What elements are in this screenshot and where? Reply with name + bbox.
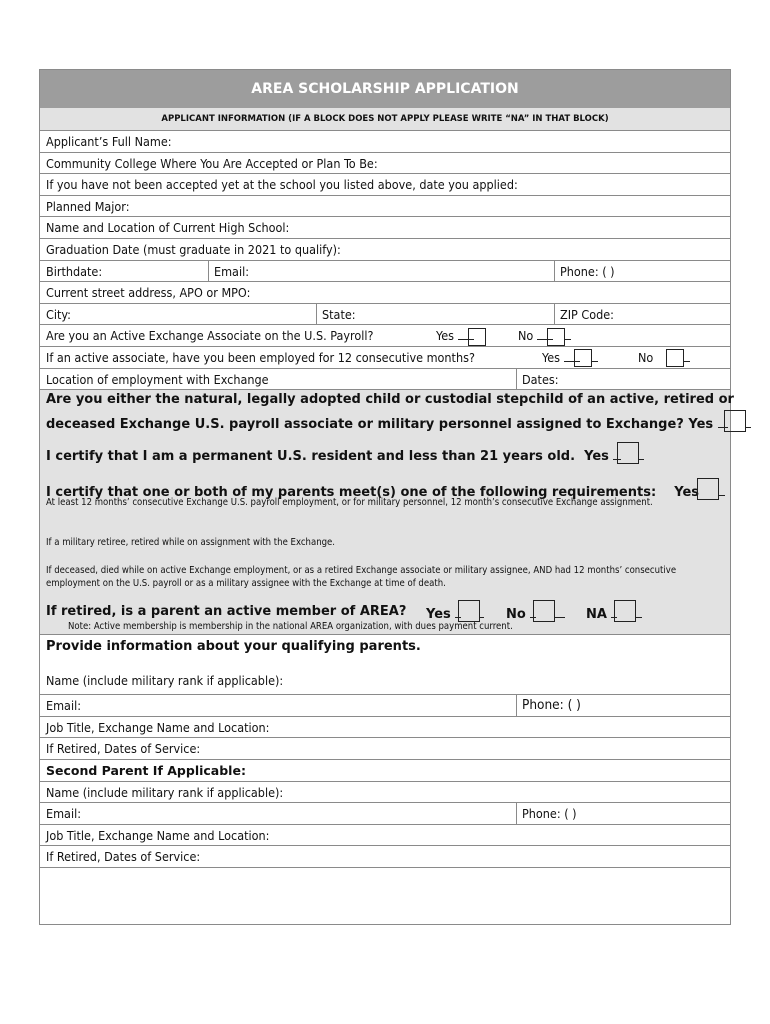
underline: [746, 415, 751, 428]
yes-label: Yes: [426, 607, 451, 623]
address-label: Current street address, APO or MPO:: [46, 285, 251, 301]
resident-question: [46, 442, 644, 464]
yes-label: Yes: [688, 417, 714, 433]
full-name-label: Applicant’s Full Name:: [46, 134, 172, 149]
parent1-job-field[interactable]: [40, 717, 730, 739]
cell-divider: [554, 304, 555, 326]
yes-label: Yes: [436, 328, 454, 344]
parent1-name-label[interactable]: Name (include military rank if applicable):: [46, 673, 284, 689]
phone-label[interactable]: Phone: ( ): [560, 263, 615, 279]
yes-label: Yes: [542, 349, 560, 365]
second-parent-heading: Second Parent If Applicable:: [46, 762, 246, 778]
yes-label: Yes: [584, 449, 609, 465]
cell-divider: [516, 803, 517, 825]
cell-divider: [516, 369, 517, 391]
cell-divider: [554, 261, 555, 283]
parent2-service-field[interactable]: [40, 846, 730, 868]
underline: [592, 349, 598, 362]
child-question-line1: Are you either the natural, legally adopted child or custodial stepchild of an active, retired or: [46, 392, 734, 408]
location-label[interactable]: Location of employment with Exchange: [46, 371, 269, 387]
full-name-field[interactable]: [40, 131, 730, 153]
certification-block: [40, 390, 734, 635]
parent1-job-label: Job Title, Exchange Name and Location:: [46, 719, 270, 735]
parent2-job-field[interactable]: [40, 825, 730, 847]
state-label[interactable]: State:: [322, 306, 356, 322]
second-parent-heading-row: [40, 760, 730, 782]
active-associate-row: [40, 325, 730, 347]
form-subtitle: APPLICANT INFORMATION (IF A BLOCK DOES NOT APPLY PLEASE WRITE “NA” IN THAT BLOCK): [40, 108, 730, 131]
requirement-2: If a military retiree, retired while on assignment with the Exchange.: [46, 537, 336, 549]
employed-yes-option: [542, 347, 598, 368]
membership-note: Note: Active membership is membership in the national AREA organization, with dues payment current.: [68, 621, 513, 633]
parents-info-heading-block: [40, 635, 730, 695]
parent2-phone-label[interactable]: Phone: ( ): [522, 806, 577, 822]
resident-question-text: I certify that I am a permanent U.S. resident and less than 21 years old.: [46, 449, 576, 465]
email-label[interactable]: Email:: [214, 263, 249, 279]
parent1-phone-label[interactable]: Phone: ( ): [522, 697, 581, 714]
scholarship-form: [39, 69, 734, 925]
active-associate-question: Are you an Active Exchange Associate on the U.S. Payroll?: [46, 328, 374, 344]
parents-question-text: I certify that one or both of my parents meet(s) one of the following requirements:: [46, 485, 657, 501]
employed-no-checkbox[interactable]: [666, 349, 684, 367]
child-yes-checkbox[interactable]: [724, 410, 746, 432]
cell-divider: [516, 695, 517, 717]
birthdate-email-phone-row: [40, 261, 730, 283]
underline: [480, 605, 484, 618]
birthdate-label[interactable]: Birthdate:: [46, 263, 103, 279]
employed-question: If an active associate, have you been employed for 12 consecutive months?: [46, 349, 475, 365]
cell-divider: [208, 261, 209, 283]
yes-label: Yes: [674, 485, 700, 501]
date-applied-field[interactable]: [40, 174, 730, 196]
date-applied-label: If you have not been accepted yet at the school you listed above, date you applied:: [46, 177, 518, 193]
parent2-job-label: Job Title, Exchange Name and Location:: [46, 827, 270, 843]
blank-area: [40, 868, 730, 934]
parent1-email-phone-row: [40, 695, 730, 717]
graduation-label: Graduation Date (must graduate in 2021 to qualify):: [46, 241, 341, 257]
parent1-service-field[interactable]: [40, 738, 730, 760]
active-yes-checkbox[interactable]: [468, 328, 486, 346]
area-na-option: [586, 600, 642, 622]
cell-divider: [316, 304, 317, 326]
area-yes-checkbox[interactable]: [458, 600, 480, 622]
parent1-service-label: If Retired, Dates of Service:: [46, 741, 201, 757]
employed-no-option: [638, 347, 690, 368]
child-question-text: deceased Exchange U.S. payroll associate or military personnel assigned to Exchange?: [46, 417, 684, 433]
employed-yes-checkbox[interactable]: [574, 349, 592, 367]
parent2-service-label: If Retired, Dates of Service:: [46, 849, 201, 865]
area-member-question: [46, 604, 406, 619]
underline: [639, 447, 644, 460]
underline: [555, 605, 565, 618]
city-label[interactable]: City:: [46, 306, 71, 322]
area-yes-option: [426, 600, 484, 622]
child-question-line2: [46, 410, 751, 432]
address-field[interactable]: [40, 282, 730, 304]
dates-label[interactable]: Dates:: [522, 371, 559, 387]
parents-info-heading: Provide information about your qualifying parents.: [46, 639, 421, 655]
no-label: No: [638, 349, 654, 365]
active-yes-option: [436, 325, 486, 346]
major-field[interactable]: [40, 196, 730, 218]
na-label: NA: [586, 607, 607, 623]
area-no-checkbox[interactable]: [533, 600, 555, 622]
form-title: AREA SCHOLARSHIP APPLICATION: [40, 70, 730, 108]
active-no-option: [518, 325, 571, 346]
underline: [565, 327, 571, 340]
requirement-1: At least 12 months’ consecutive Exchange U.S. payroll employment, or for military personnel, 12 month’s consecutive Exchange assignment.: [46, 497, 653, 509]
no-label: No: [506, 607, 526, 623]
high-school-field[interactable]: [40, 217, 730, 239]
area-na-checkbox[interactable]: [614, 600, 636, 622]
area-question-text: If retired, is a parent an active member of AREA?: [46, 604, 407, 620]
parent2-email-label[interactable]: Email:: [46, 806, 81, 822]
underline: [684, 349, 690, 362]
no-label: No: [518, 328, 534, 344]
area-no-option: [506, 600, 565, 622]
employed-row: [40, 347, 730, 369]
college-label: Community College Where You Are Accepted or Plan To Be:: [46, 155, 378, 171]
high-school-label: Name and Location of Current High School:: [46, 220, 290, 236]
underline: [719, 483, 725, 496]
parent2-name-label: Name (include military rank if applicable):: [46, 784, 284, 800]
major-label: Planned Major:: [46, 198, 130, 214]
underline: [636, 605, 642, 618]
resident-yes-checkbox[interactable]: [617, 442, 639, 464]
parent1-email-label[interactable]: Email:: [46, 698, 81, 714]
zip-label[interactable]: ZIP Code:: [560, 306, 614, 322]
active-no-checkbox[interactable]: [547, 328, 565, 346]
requirement-3: If deceased, died while on active Exchange employment, or as a retired Exchange associate or military assignee, AND had 12 months’ consecutive employment on the U.S. payroll or as a military assignee with the Exchange at time of death.: [46, 565, 677, 590]
location-dates-row: [40, 369, 730, 391]
graduation-field[interactable]: [40, 239, 730, 261]
parent2-email-phone-row: [40, 803, 730, 825]
college-field[interactable]: [40, 153, 730, 175]
city-state-zip-row: [40, 304, 730, 326]
parent2-name-field[interactable]: [40, 782, 730, 804]
